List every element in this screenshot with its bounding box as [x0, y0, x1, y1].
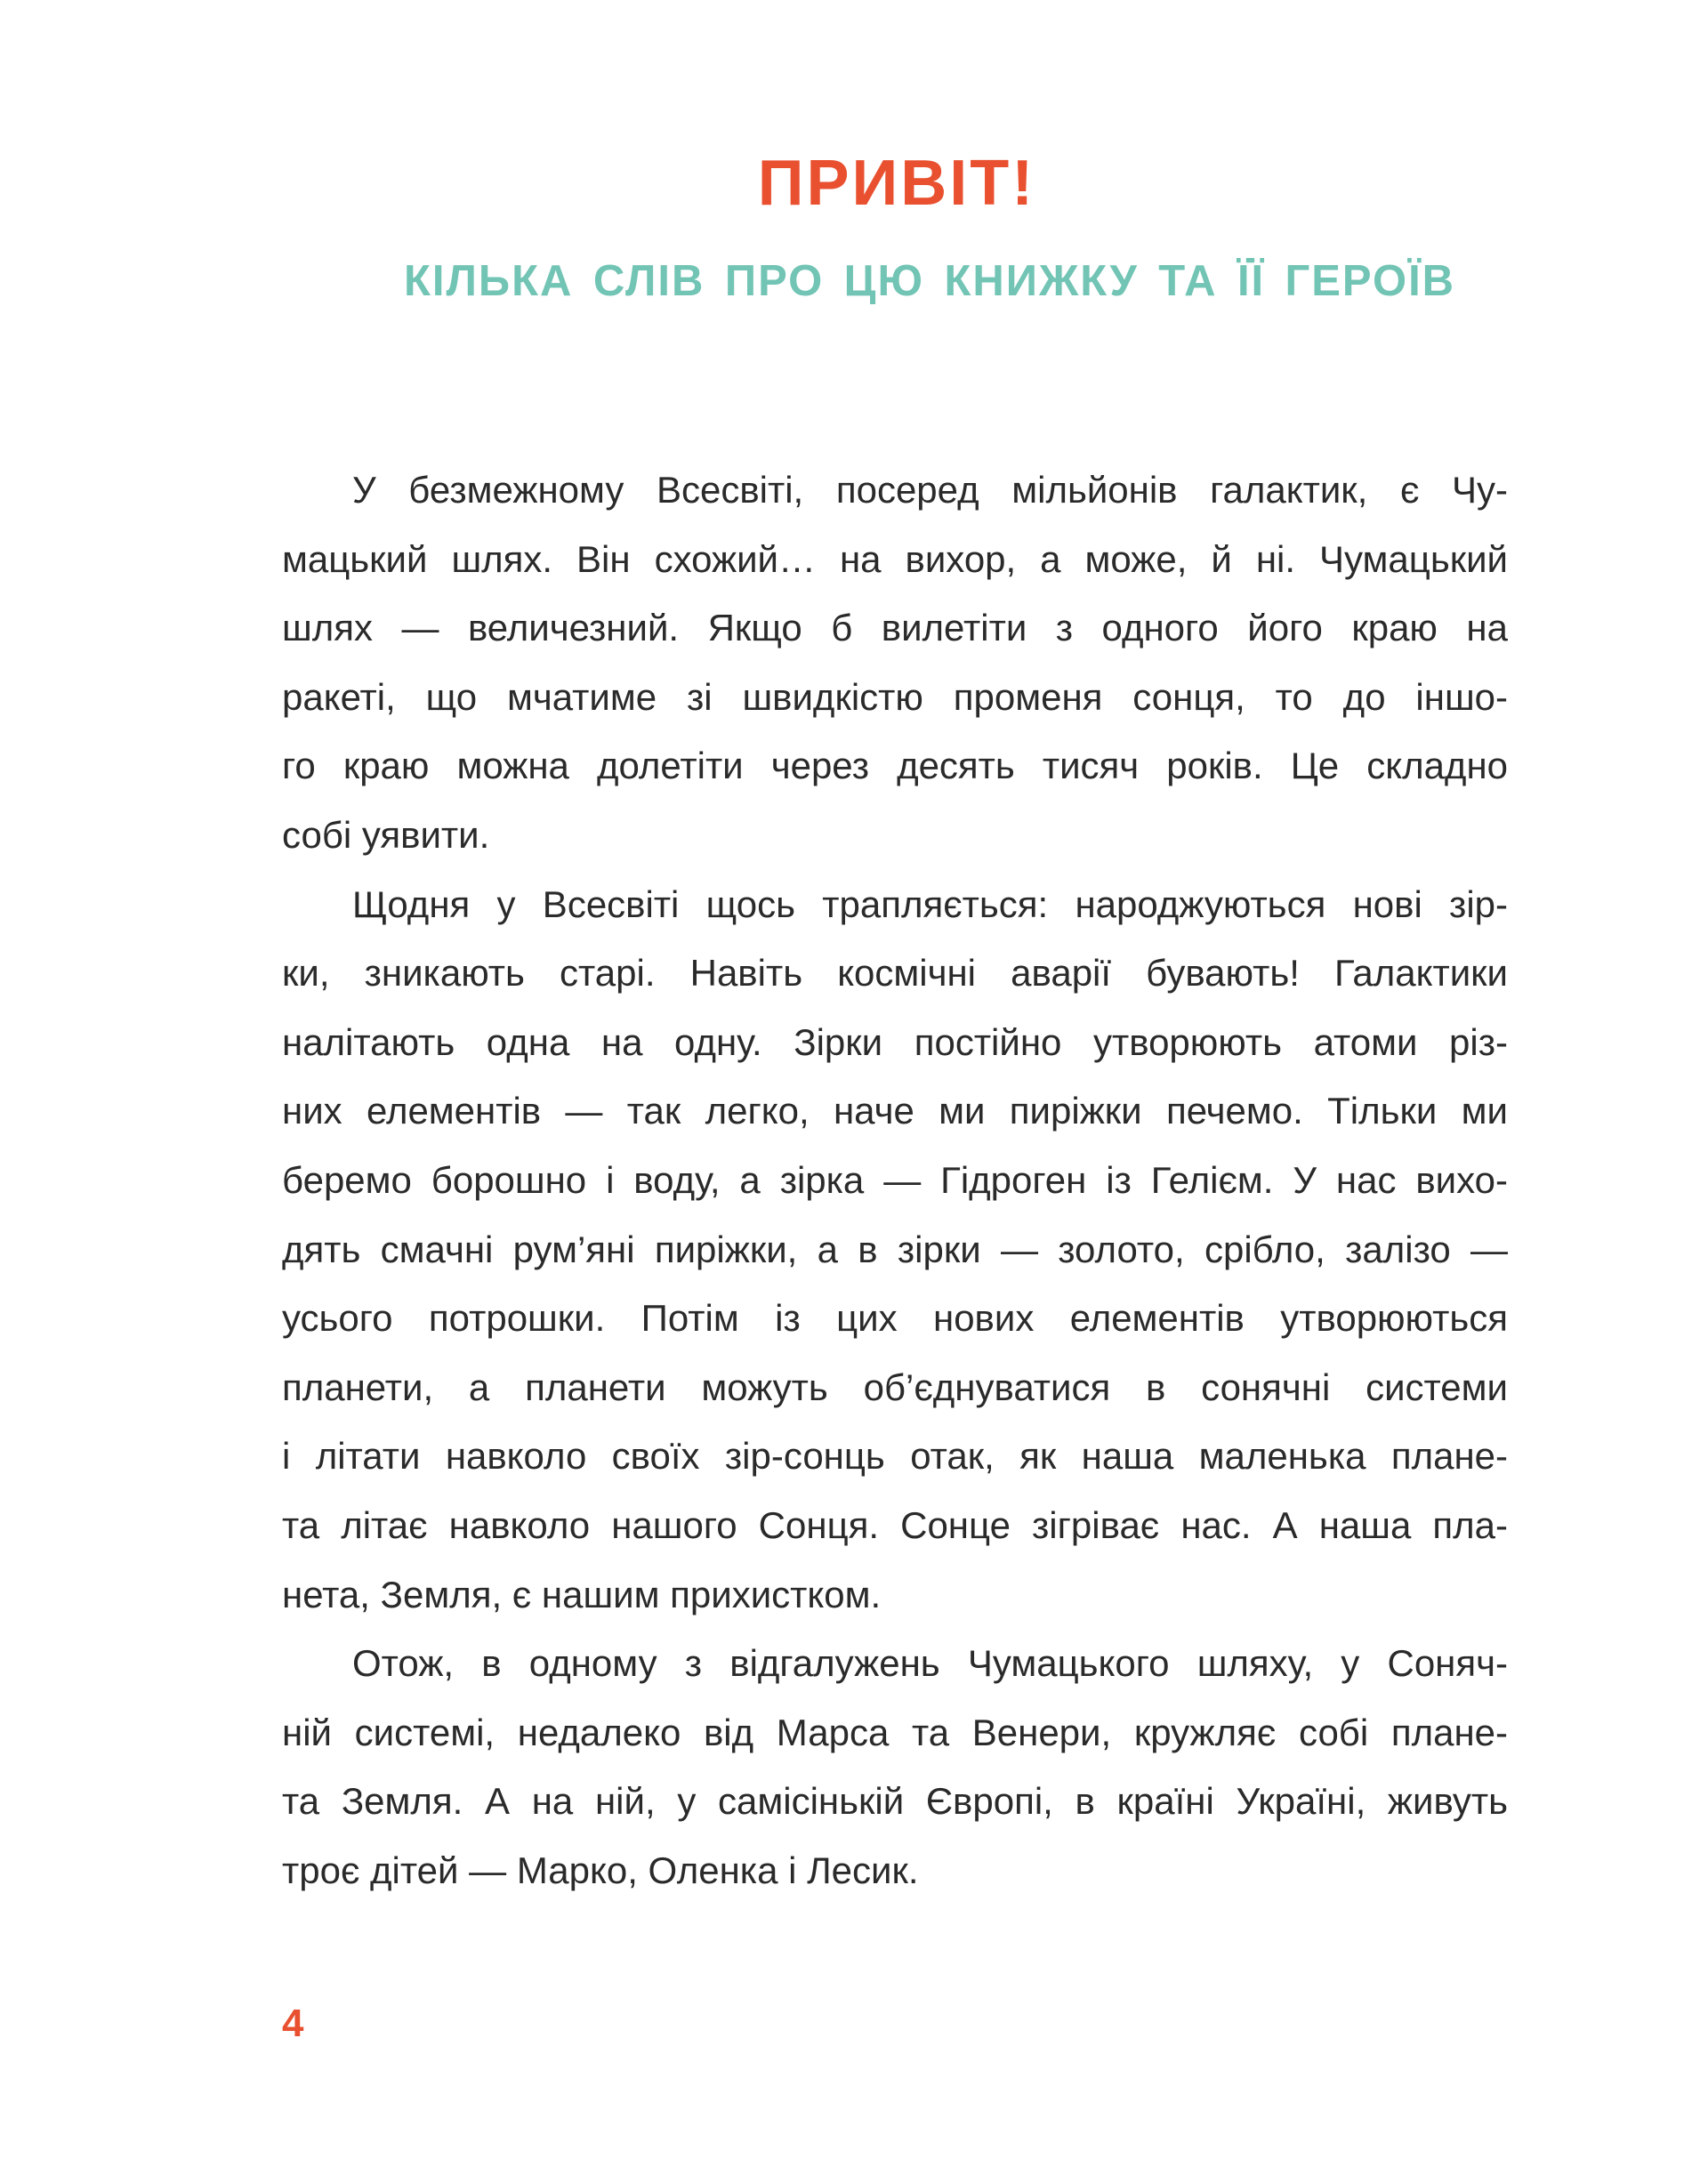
text-line: ракеті, що мчатиме зі швидкістю променя сонця, то до іншо- [282, 675, 1508, 718]
text-line: планети, а планети можуть об’єднуватися в сонячні системи [282, 1365, 1508, 1408]
text-line: і літати навколо своїх зір-сонць отак, як наша маленька плане- [282, 1435, 1508, 1478]
text-line: го краю можна долетіти через десять тисяч років. Це складно [282, 745, 1508, 787]
title-text: ПРИВІТ! [757, 148, 1036, 219]
text-line: дять смачні рум’яні пиріжки, а в зірки — золото, срібло, залізо — [282, 1228, 1508, 1270]
text-line: усього потрошки. Потім із цих нових елементів утворюються [282, 1297, 1508, 1340]
text-line: ній системі, недалеко від Марса та Венери, кружляє собі плане- [282, 1711, 1508, 1753]
text-line: та літає навколо нашого Сонця. Сонце зігріває нас. А наша пла- [282, 1503, 1508, 1546]
text-line: налітають одна на одну. Зірки постійно утворюють атоми різ- [282, 1020, 1508, 1063]
text-line: Щодня у Всесвіті щось трапляється: народжуються нові зір- [352, 882, 1508, 925]
page-subtitle: КІЛЬКА СЛІВ ПРО ЦЮ КНИЖКУ ТА ЇЇ ГЕРОЇВ [404, 257, 1455, 305]
page-title [0, 147, 1708, 220]
text-line: шлях — величезний. Якщо б вилетіти з одного його краю на [282, 607, 1508, 649]
text-line: ки, зникають старі. Навіть космічні аварії бувають! Галактики [282, 952, 1508, 995]
body-text [282, 455, 1508, 1905]
page-number: 4 [282, 2002, 304, 2045]
text-line: беремо борошно і воду, а зірка — Гідроген із Гелієм. У нас вихо- [282, 1158, 1508, 1201]
text-line: Отож, в одному з відгалужень Чумацького шляху, у Соняч- [352, 1642, 1508, 1685]
text-line: мацький шлях. Він схожий… на вихор, а може, й ні. Чумацький [282, 537, 1508, 580]
text-line: троє дітей — Марко, Оленка і Лесик. [282, 1849, 919, 1891]
text-line: них елементів — так легко, наче ми пиріжки печемо. Тільки ми [282, 1090, 1508, 1132]
text-line: собі уявити. [282, 813, 490, 856]
text-line: та Земля. А на ній, у самісінькій Європі, в країні Україні, живуть [282, 1780, 1508, 1823]
text-line: У безмежному Всесвіті, посеред мільйонів галактик, є Чу- [352, 469, 1508, 511]
text-line: нета, Земля, є нашим прихистком. [282, 1573, 882, 1615]
